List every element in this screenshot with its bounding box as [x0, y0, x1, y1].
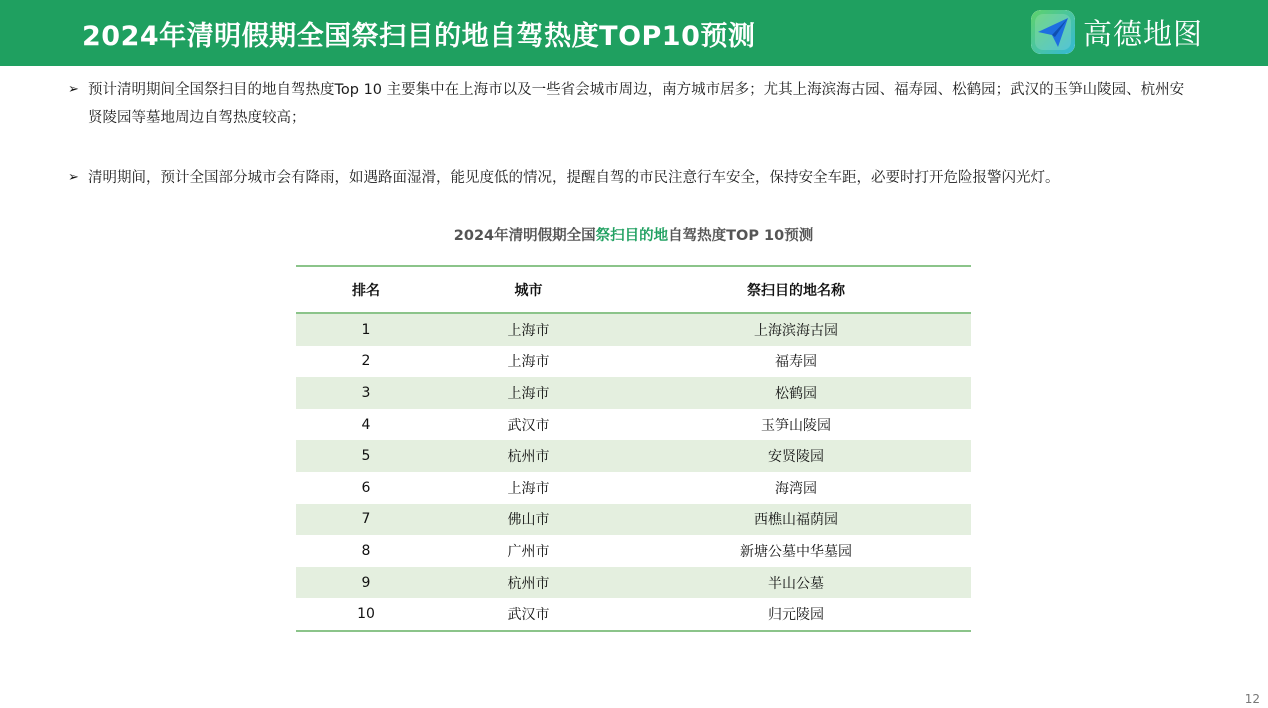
- rank-cell: 3: [361, 384, 371, 401]
- table-row: [296, 598, 971, 630]
- destination-cell: 松鹤园: [775, 385, 817, 402]
- page-title: 2024年清明假期全国祭扫目的地自驾热度TOP10预测: [82, 21, 756, 52]
- table-row: [296, 440, 971, 472]
- table-row: [296, 346, 971, 378]
- rank-cell: 8: [361, 542, 371, 559]
- logo-text: 高德地图: [1083, 16, 1204, 51]
- rank-cell: 7: [361, 511, 371, 528]
- table-row: [296, 377, 971, 409]
- header-bar: [0, 0, 1268, 66]
- city-cell: 佛山市: [507, 512, 550, 529]
- table-row: [296, 409, 971, 441]
- destination-cell: 海湾园: [775, 480, 817, 497]
- bullet-text: 清明期间，预计全国部分城市会有降雨，如遇路面湿滑，能见度低的情况，提醒自驾的市民注意行车安全，保持安全车距，必要时打开危险报警闪光灯。: [88, 170, 1060, 186]
- bullet-item: [68, 164, 1198, 192]
- header-destination: 祭扫目的地名称: [747, 282, 845, 299]
- rank-cell: 9: [361, 574, 371, 591]
- destination-cell: 归元陵园: [768, 607, 824, 624]
- city-cell: 上海市: [507, 480, 550, 497]
- amap-logo: [1031, 9, 1203, 55]
- ranking-table: [296, 265, 971, 632]
- arrow-bullet-icon: ➢: [68, 82, 79, 97]
- rank-cell: 10: [357, 606, 375, 623]
- city-cell: 武汉市: [507, 607, 550, 624]
- destination-cell: 西樵山福荫园: [754, 512, 838, 529]
- table-row: [296, 504, 971, 536]
- table-title-highlight: 祭扫目的地: [595, 228, 669, 244]
- city-cell: 杭州市: [507, 449, 550, 466]
- table-title: 2024年清明假期全国祭扫目的地自驾热度TOP 10预测: [453, 228, 814, 244]
- city-cell: 广州市: [507, 543, 550, 560]
- paper-plane-icon: [1031, 10, 1075, 54]
- arrow-bullet-icon: ➢: [68, 170, 79, 185]
- bullet-item: [68, 76, 1198, 132]
- bullet-list: [68, 76, 1198, 192]
- table-row: [296, 472, 971, 504]
- rank-cell: 5: [361, 448, 371, 465]
- rank-cell: 6: [361, 479, 371, 496]
- destination-cell: 安贤陵园: [768, 449, 824, 466]
- destination-cell: 半山公墓: [768, 575, 824, 592]
- city-cell: 武汉市: [507, 417, 550, 434]
- table-row: [296, 567, 971, 599]
- destination-cell: 福寿园: [775, 354, 817, 371]
- rank-cell: 2: [361, 353, 371, 370]
- page-number: 12: [1244, 692, 1260, 706]
- city-cell: 杭州市: [507, 575, 550, 592]
- rank-cell: 1: [361, 321, 371, 338]
- destination-cell: 玉笋山陵园: [761, 417, 831, 434]
- header-city: 城市: [514, 282, 543, 299]
- table-row: [296, 535, 971, 567]
- table-header-row: [296, 267, 971, 314]
- header-rank: 排名: [352, 282, 380, 299]
- destination-cell: 上海滨海古园: [754, 322, 838, 339]
- destination-cell: 新塘公墓中华墓园: [740, 543, 852, 560]
- rank-cell: 4: [361, 416, 371, 433]
- city-cell: 上海市: [507, 385, 550, 402]
- table-row: [296, 314, 971, 346]
- city-cell: 上海市: [507, 322, 550, 339]
- city-cell: 上海市: [507, 354, 550, 371]
- bullet-text: 预计清明期间全国祭扫目的地自驾热度Top 10 主要集中在上海市以及一些省会城市周边，南方城市居多；尤其上海滨海古园、福寿园、松鹤园；武汉的玉笋山陵园、杭州安贤陵园等墓地周边自驾热度较高；: [88, 82, 1185, 126]
